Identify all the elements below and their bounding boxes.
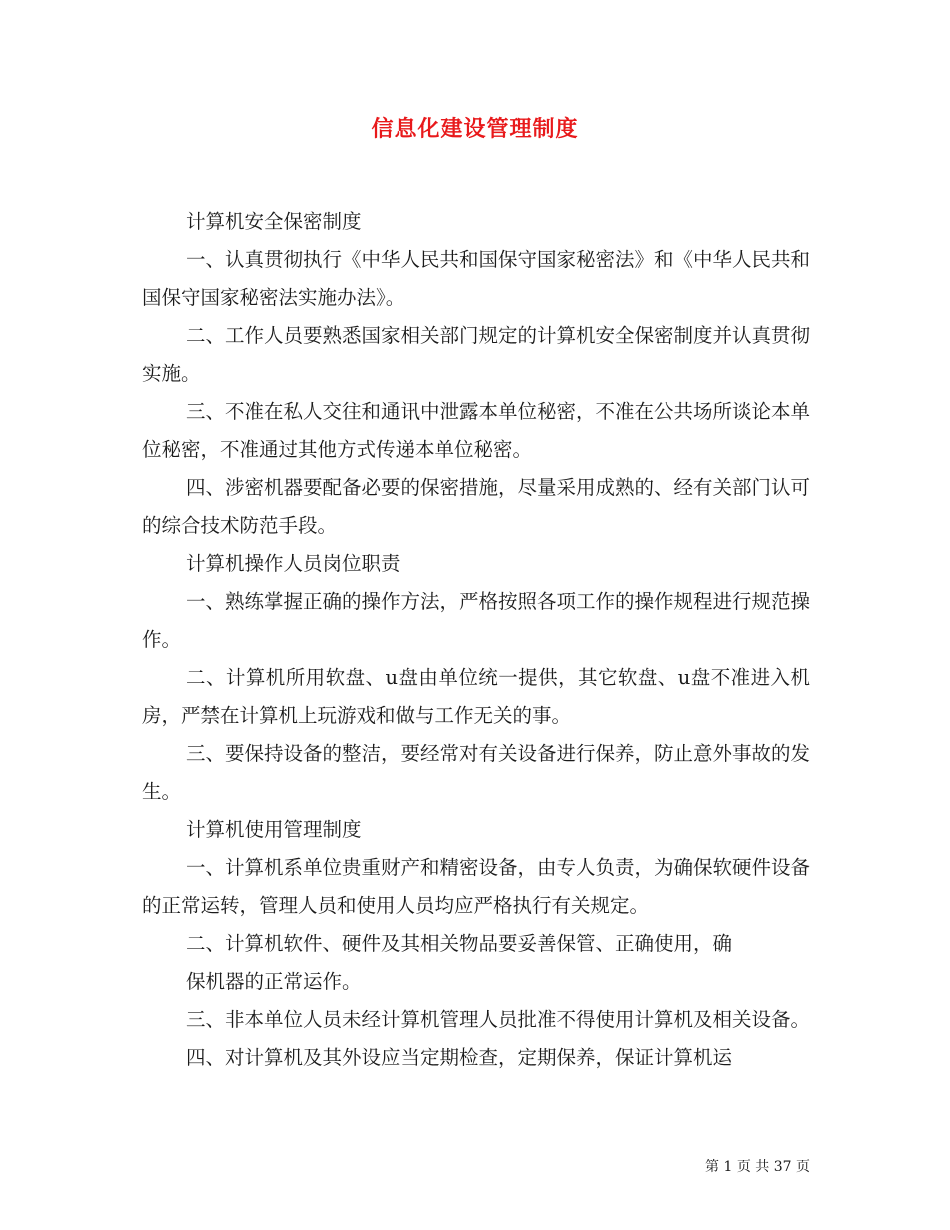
- paragraph: 一、熟练掌握正确的操作方法，严格按照各项工作的操作规程进行规范操作。: [142, 590, 811, 651]
- paragraph: 二、计算机所用软盘、u盘由单位统一提供，其它软盘、u盘不准进入机房，严禁在计算机上玩游戏和做与工作无关的事。: [142, 666, 810, 727]
- paragraph: 一、计算机系单位贵重财产和精密设备，由专人负责，为确保软硬件设备的正常运转，管理人员和使用人员均应严格执行有关规定。: [142, 856, 811, 917]
- paragraph: 二、计算机软件、硬件及其相关物品要妥善保管、正确使用，确: [186, 932, 733, 955]
- page-footer: 第 1 页 共 37 页: [705, 1159, 810, 1175]
- paragraph: 三、要保持设备的整洁，要经常对有关设备进行保养，防止意外事故的发生。: [142, 742, 811, 803]
- section-heading: 计算机操作人员岗位职责: [186, 552, 401, 575]
- document-title: 信息化建设管理制度: [371, 116, 579, 142]
- paragraph: 三、非本单位人员未经计算机管理人员批准不得使用计算机及相关设备。: [186, 1008, 811, 1031]
- paragraph: 二、工作人员要熟悉国家相关部门规定的计算机安全保密制度并认真贯彻实施。: [142, 324, 811, 385]
- paragraph-continuation: 保机器的正常运作。: [186, 970, 362, 993]
- section-heading: 计算机安全保密制度: [186, 210, 362, 233]
- paragraph: 四、对计算机及其外设应当定期检查，定期保养，保证计算机运: [186, 1046, 733, 1069]
- document-body: [142, 203, 810, 1077]
- paragraph: 四、涉密机器要配备必要的保密措施，尽量采用成熟的、经有关部门认可的综合技术防范手段。: [142, 476, 811, 537]
- section-heading: 计算机使用管理制度: [186, 818, 362, 841]
- paragraph: 一、认真贯彻执行《中华人民共和国保守国家秘密法》和《中华人民共和国保守国家秘密法实施办法》。: [142, 248, 811, 309]
- paragraph: 三、不准在私人交往和通讯中泄露本单位秘密，不准在公共场所谈论本单位秘密，不准通过其他方式传递本单位秘密。: [142, 400, 811, 461]
